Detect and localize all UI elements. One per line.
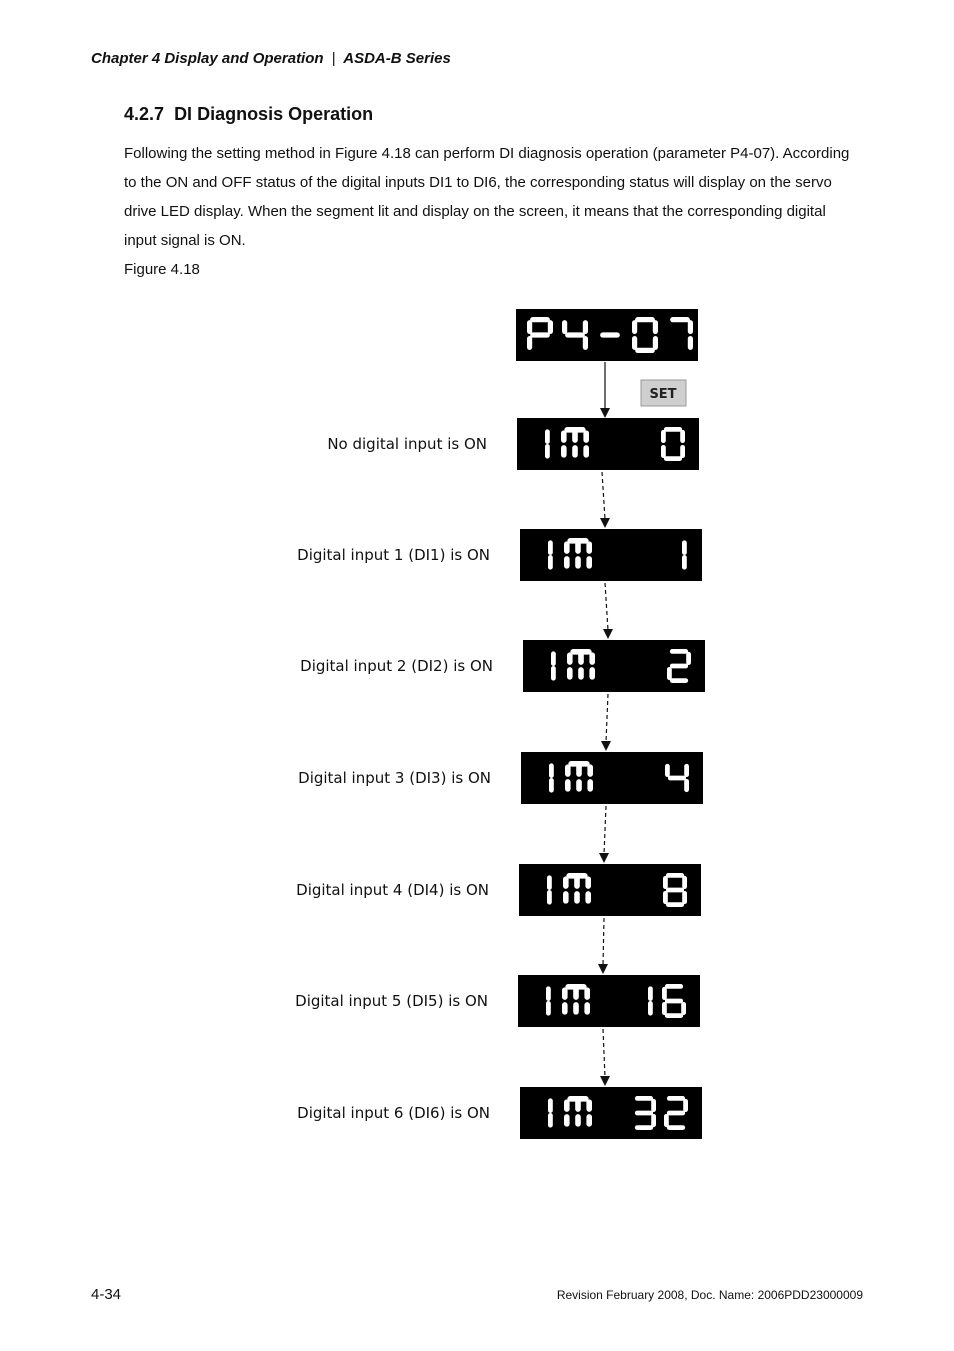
lcd-seg-d [666, 902, 684, 907]
lcd-seg-f [665, 764, 670, 777]
dashed-arrow-head [599, 853, 609, 863]
set-button [641, 380, 686, 406]
lcd-seg-e [548, 555, 553, 570]
lcd-seg-c [586, 556, 592, 569]
lcd-seg-f [662, 987, 667, 1000]
lcd-seg-b [585, 876, 591, 889]
lcd-seg-c [682, 891, 687, 904]
header-series: ASDA-B Series [343, 50, 451, 67]
dashed-arrow-line [603, 918, 604, 965]
lcd-seg-b [586, 1099, 592, 1112]
lcd-seg-f [564, 541, 570, 554]
lcd-seg-a [670, 649, 688, 654]
lcd-seg-c [684, 779, 689, 792]
header-separator: | [331, 50, 336, 67]
lcd-seg-a [635, 317, 655, 322]
lcd-seg-m2 [574, 891, 580, 904]
lcd-seg-e [632, 336, 637, 350]
lcd-char-N [565, 761, 593, 792]
top-display [516, 309, 698, 361]
lcd-seg-f [563, 876, 569, 889]
lcd-seg-c [653, 336, 658, 350]
lcd-seg-b [651, 1099, 656, 1112]
step-lcd-panel [517, 418, 699, 470]
lcd-seg-e [548, 1113, 553, 1128]
lcd-seg-f [551, 651, 556, 666]
lcd-char-N [564, 1096, 592, 1127]
step-5 [295, 975, 700, 1027]
lcd-seg-m1 [578, 652, 584, 665]
step-lcd-panel [520, 529, 702, 581]
lcd-seg-a [664, 427, 682, 432]
lcd-seg-f [562, 987, 568, 1000]
lcd-seg-m2 [572, 445, 578, 458]
figure-label: Figure 4.18 [124, 261, 200, 278]
lcd-seg-b [583, 430, 589, 443]
lcd-seg-e [546, 1001, 551, 1016]
lcd-seg-a [670, 317, 690, 322]
dashed-arrow-head [603, 629, 613, 639]
lcd-char-N [562, 984, 590, 1015]
lcd-seg-m2 [575, 1114, 581, 1127]
lcd-seg-g [565, 332, 585, 337]
step-0 [327, 418, 699, 470]
dashed-arrow-head [598, 964, 608, 974]
step-6 [297, 1087, 702, 1139]
step-label: Digital input 6 (DI6) is ON [297, 1104, 490, 1122]
lcd-seg-g [667, 1111, 685, 1116]
section-title-text: DI Diagnosis Operation [174, 104, 374, 124]
dashed-arrow-line [603, 1029, 605, 1077]
set-button-label: SET [649, 387, 677, 402]
lcd-seg-f [663, 876, 668, 889]
dashed-arrow-line [605, 583, 608, 630]
lcd-seg-c [583, 445, 589, 458]
dashed-arrow-line [606, 694, 608, 742]
dashed-arrow-head [600, 518, 610, 528]
lcd-seg-m1 [575, 541, 581, 554]
lcd-seg-a [667, 1096, 685, 1101]
lcd-seg-g [670, 664, 688, 669]
lcd-seg-m1 [575, 1099, 581, 1112]
lcd-seg-f [547, 875, 552, 890]
lcd-seg-m2 [575, 556, 581, 569]
lcd-seg-f [562, 320, 567, 334]
lcd-seg-e [564, 556, 570, 569]
lcd-seg-b [586, 541, 592, 554]
step-label: Digital input 5 (DI5) is ON [295, 992, 488, 1010]
lcd-seg-e [564, 1114, 570, 1127]
lcd-seg-f [567, 652, 573, 665]
lcd-seg-f [546, 986, 551, 1001]
lcd-seg-c [586, 1114, 592, 1127]
lcd-seg-c [583, 336, 588, 350]
lcd-seg-d [664, 456, 682, 461]
step-label: Digital input 3 (DI3) is ON [298, 769, 491, 787]
solid-arrow-head [600, 408, 610, 418]
lcd-seg-g [666, 888, 684, 893]
lcd-seg-a [665, 984, 683, 989]
lcd-seg-e [562, 1002, 568, 1015]
lcd-seg-m1 [576, 764, 582, 777]
step-label: Digital input 1 (DI1) is ON [297, 546, 490, 564]
lcd-seg-f [661, 430, 666, 443]
lcd-seg-g [635, 1111, 653, 1116]
lcd-seg-f [564, 1099, 570, 1112]
lcd-seg-m1 [572, 430, 578, 443]
header-chapter: Chapter 4 Display and Operation [91, 50, 324, 67]
lcd-seg-g [530, 332, 550, 337]
lcd-seg-b [683, 1099, 688, 1112]
lcd-seg-c [681, 1002, 686, 1015]
lcd-seg-a [635, 1096, 653, 1101]
lcd-seg-b [589, 652, 595, 665]
lcd-seg-f [648, 986, 653, 1001]
lcd-seg-e [661, 445, 666, 458]
lcd-seg-m2 [576, 779, 582, 792]
lcd-seg-f [545, 429, 550, 444]
lcd-seg-e [561, 445, 567, 458]
lcd-seg-b [682, 876, 687, 889]
lcd-seg-e [551, 666, 556, 681]
lcd-seg-d [635, 348, 655, 353]
lcd-seg-e [667, 667, 672, 680]
lcd-seg-e [547, 890, 552, 905]
lcd-seg-e [545, 444, 550, 459]
lcd-seg-g [668, 776, 686, 781]
lcd-seg-c [651, 1114, 656, 1127]
dashed-arrow-head [601, 741, 611, 751]
lcd-seg-b [686, 652, 691, 665]
dashed-arrow-line [602, 472, 605, 519]
lcd-seg-d [667, 1125, 685, 1130]
lcd-seg-m2 [578, 667, 584, 680]
lcd-seg-e [565, 779, 571, 792]
lcd-seg-b [548, 320, 553, 334]
lcd-seg-e [662, 1002, 667, 1015]
lcd-seg-e [567, 667, 573, 680]
step-2 [300, 640, 705, 692]
lcd-seg-d [670, 678, 688, 683]
lcd-seg-a [530, 317, 550, 322]
lcd-seg-f [561, 430, 567, 443]
lcd-char-N [564, 538, 592, 569]
dashed-arrow-head [600, 1076, 610, 1086]
lcd-seg-f [548, 1098, 553, 1113]
lcd-seg-e [563, 891, 569, 904]
page-number: 4-34 [91, 1286, 122, 1303]
lcd-seg-f [548, 540, 553, 555]
lcd-seg-d [665, 1013, 683, 1018]
lcd-char-N [561, 427, 589, 458]
step-1 [297, 529, 702, 581]
lcd-seg-f [565, 764, 571, 777]
steps-group [295, 418, 705, 1139]
lcd-seg-c [680, 445, 685, 458]
lcd-seg-e [664, 1114, 669, 1127]
lcd-seg-e [549, 778, 554, 793]
lcd-seg-c [589, 667, 595, 680]
lcd-seg-m1 [573, 987, 579, 1000]
step-label: Digital input 2 (DI2) is ON [300, 657, 493, 675]
lcd-seg-e [682, 555, 687, 570]
step-4 [296, 864, 701, 916]
lcd-seg-c [584, 1002, 590, 1015]
lcd-seg-a [666, 873, 684, 878]
lcd-seg-e [527, 336, 532, 350]
lcd-seg-c [585, 891, 591, 904]
lcd-seg-f [632, 320, 637, 334]
dashed-arrow-line [604, 806, 606, 854]
lcd-seg-b [583, 320, 588, 334]
lcd-seg-m1 [574, 876, 580, 889]
section-number: 4.2.7 [124, 104, 165, 124]
revision-note: Revision February 2008, Doc. Name: 2006PDD23000009 [556, 1288, 863, 1302]
lcd-seg-b [587, 764, 593, 777]
lcd-seg-b [680, 430, 685, 443]
lcd-seg-b [653, 320, 658, 334]
lcd-seg-e [648, 1001, 653, 1016]
lcd-seg-b [688, 320, 693, 334]
lcd-seg-g [665, 999, 683, 1004]
lcd-seg-d [635, 1125, 653, 1130]
lcd-seg-b [684, 764, 689, 777]
lcd-char-N [567, 649, 595, 680]
lcd-seg-c [688, 336, 693, 350]
lcd-seg-f [527, 320, 532, 334]
paragraph-text: Following the setting method in Figure 4.18 can perform DI diagnosis operation (parameter P4-07). According to the ON and OFF status of the digital inputs DI1 to DI6, the corresponding status will display on the servo drive LED display. When the segment lit and display on the screen, it means that the corresponding digital input signal is ON. [124, 145, 850, 249]
lcd-seg-c [587, 779, 593, 792]
lcd-seg-m2 [573, 1002, 579, 1015]
lcd-seg-g [600, 332, 620, 337]
step-label: Digital input 4 (DI4) is ON [296, 881, 489, 899]
lcd-seg-b [584, 987, 590, 1000]
step-label: No digital input is ON [327, 435, 487, 453]
lcd-char-N [563, 873, 591, 904]
lcd-seg-f [549, 763, 554, 778]
step-3 [298, 752, 703, 804]
lcd-char-- [600, 332, 620, 337]
lcd-seg-e [663, 891, 668, 904]
lcd-seg-f [682, 540, 687, 555]
